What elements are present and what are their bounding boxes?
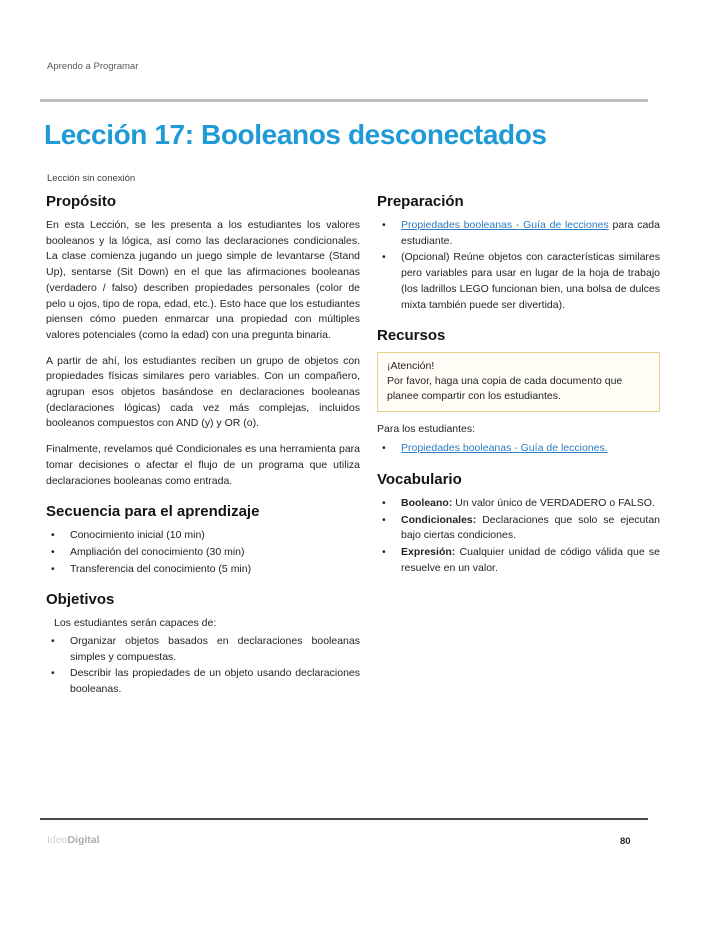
list-item: • Conocimiento inicial (10 min) — [46, 528, 360, 544]
header-brand: Aprendo a Programar — [47, 61, 139, 72]
vocabulario-list — [377, 496, 660, 577]
section-heading-objetivos: Objetivos — [46, 591, 115, 609]
footer-divider — [40, 818, 648, 820]
list-item: • (Opcional) Reúne objetos con características similares pero variables para usar en lugar de la hoja de trabajo (los ladrillos LEGO funcionan bien, una bolsa de dulces mixta también puede ser divertida). — [377, 250, 660, 313]
list-item — [377, 218, 660, 249]
page-subtitle: Lección sin conexión — [47, 173, 136, 184]
section-heading-proposito: Propósito — [46, 193, 116, 210]
page-title: Lección 17: Booleanos desconectados — [44, 119, 547, 150]
attention-title: ¡Atención! — [387, 360, 435, 373]
proposito-paragraph: En esta Lección, se les presenta a los estudiantes los valores booleanos y la lógica, así como las declaraciones condicionales. La clase comienza jugando un juego simple de levantarse (Stand Up), sentarse (Sit Down) en el que las afirmaciones booleanas (verdadero / falso) describen propiedades personales (color de pelo u ojos, tipo de ropa, edad, etc.). Esto hace que los estudiantes piensen cómo pueden enmarcar una propiedad con múltiples valores potenciales (como la edad) con una pregunta binaria. — [46, 219, 360, 341]
list-item: • Describir las propiedades de un objeto usando declaraciones booleanas. — [46, 666, 360, 697]
proposito-paragraph: A partir de ahí, los estudiantes reciben un grupo de objetos con propiedades físicas similares pero variables. Con un compañero, agrupan esos objetos basándose en declaraciones booleanas (declaraciones lógicas) cada vez más complejas, incluidos booleanos compuestos con AND (y) y OR (o). — [46, 354, 360, 430]
footer-brand-light: Ideo — [47, 834, 68, 846]
header-divider — [40, 99, 648, 102]
attention-body: Por favor, haga una copia de cada documento que planee compartir con los estudiantes. — [387, 375, 623, 402]
objetivos-list — [46, 634, 360, 698]
for-students-label: Para los estudiantes: — [377, 422, 476, 435]
attention-callout — [377, 352, 660, 411]
objetivos-intro: Los estudiantes serán capaces de: — [54, 617, 217, 630]
list-item — [377, 441, 660, 457]
vocab-term: Booleano: — [401, 497, 453, 510]
preparacion-list — [377, 218, 660, 313]
vocab-item — [377, 513, 660, 544]
vocab-term: Expresión: — [401, 546, 456, 559]
list-item: • Organizar objetos basados en declaraciones booleanas simples y compuestas. — [46, 634, 360, 665]
section-heading-secuencia: Secuencia para el aprendizaje — [46, 503, 260, 521]
list-item: • Ampliación del conocimiento (30 min) — [46, 545, 360, 561]
vocab-definition: Un valor único de VERDADERO o FALSO. — [455, 497, 655, 510]
student-guide-link[interactable]: Propiedades booleanas - Guía de lecciones. — [401, 442, 608, 455]
right-column — [377, 193, 660, 702]
page-number: 80 — [620, 836, 631, 847]
proposito-paragraph: Finalmente, revelamos qué Condicionales es una herramienta para tomar decisiones o afectar el flujo de un programa que utiliza declaraciones booleanas como entrada. — [46, 443, 360, 487]
section-heading-recursos: Recursos — [377, 327, 446, 345]
section-heading-preparacion: Preparación — [377, 193, 464, 210]
vocab-item — [377, 496, 660, 512]
left-column — [46, 193, 360, 702]
vocab-term: Condicionales: — [401, 513, 477, 526]
content-columns — [46, 193, 660, 702]
section-heading-vocabulario: Vocabulario — [377, 471, 462, 489]
footer-brand — [47, 834, 100, 846]
list-item: • Transferencia del conocimiento (5 min) — [46, 562, 360, 578]
secuencia-list — [46, 528, 360, 577]
student-resources-list — [377, 441, 660, 457]
vocab-definition: Cualquier unidad de código válida que se resuelve en un valor. — [401, 546, 661, 574]
lesson-guide-link[interactable]: Propiedades booleanas - Guía de lecciones — [401, 219, 609, 231]
list-item-text: para cada estudiante. — [401, 219, 660, 247]
footer-brand-bold: Digital — [67, 834, 100, 846]
vocab-item — [377, 545, 660, 576]
vocab-definition: Declaraciones que solo se ejecutan bajo ciertas condiciones. — [401, 513, 660, 542]
